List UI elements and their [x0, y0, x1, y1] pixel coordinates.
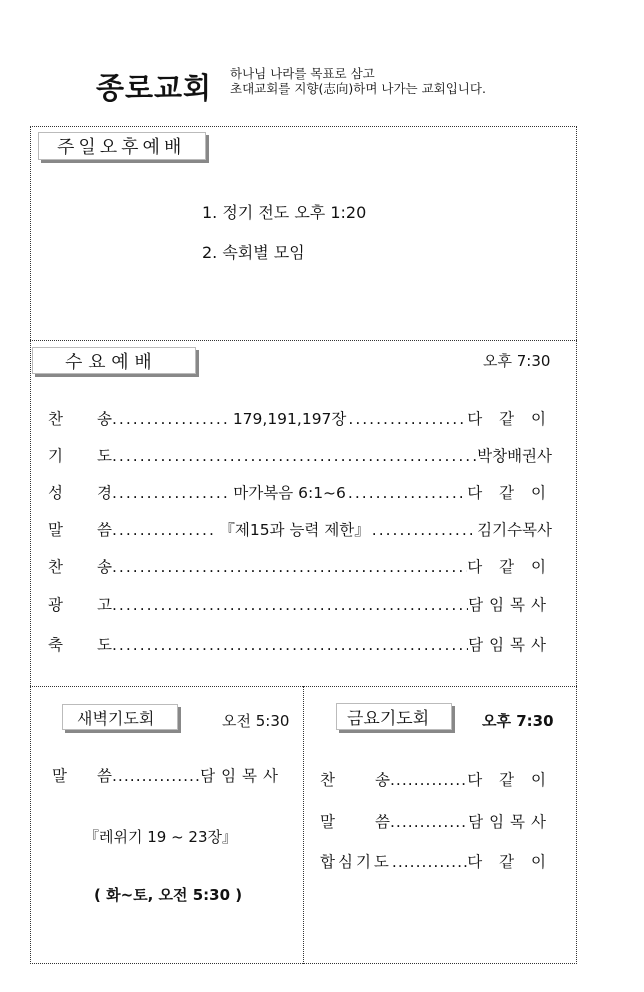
order-item-label [48, 593, 112, 615]
order-item-leader: 다 같 이 [467, 410, 552, 428]
order-item-detail: 『제15과 능력 제한』 [219, 521, 370, 539]
friday-title: 금요기도회 [336, 703, 452, 730]
order-item-detail: 179,191,197장 [232, 410, 347, 428]
friday-order-row [320, 850, 552, 872]
dawn-order-row [52, 764, 284, 786]
divider-sunday-wednesday [30, 340, 577, 341]
leader-dots [392, 853, 467, 871]
motto-line-2: 초대교회를 지향(志向)하며 나가는 교회입니다. [230, 81, 486, 96]
wednesday-order-row [48, 518, 552, 540]
order-item-label-char: 씀 [97, 521, 112, 539]
leader-dots [112, 410, 231, 428]
leader-dots [390, 813, 468, 831]
order-item-label-char: 경 [97, 484, 112, 502]
leader-dots [112, 484, 231, 502]
order-item-leader: 다 같 이 [467, 484, 552, 502]
church-motto [230, 66, 486, 96]
friday-time: 오후 7:30 [482, 712, 554, 730]
dawn-schedule: ( 화~토, 오전 5:30 ) [94, 886, 243, 904]
wednesday-order-row [48, 444, 552, 466]
order-item-label [48, 555, 112, 577]
order-item-label [48, 481, 112, 503]
order-item-label [48, 633, 112, 655]
friday-item-label-part: 씀 [375, 813, 390, 831]
friday-item-leader: 다 같 이 [467, 771, 552, 789]
order-item-label [48, 407, 112, 429]
order-item-label-char: 송 [97, 558, 112, 576]
order-item-label-char: 말 [48, 521, 63, 539]
order-item-label-char: 도 [97, 636, 112, 654]
order-item-label [48, 518, 112, 540]
order-item-label-char: 광 [48, 596, 63, 614]
wednesday-order-row [48, 555, 552, 577]
order-item-detail: 마가복음 6:1~6 [233, 484, 346, 502]
friday-item-label [320, 768, 390, 790]
wednesday-time: 오후 7:30 [483, 352, 551, 370]
church-logo: 종로교회 [96, 71, 213, 105]
dawn-row-end: 담임목사 [200, 767, 284, 785]
sunday-pm-item-1: 1. 정기 전도 오후 1:20 [202, 203, 367, 222]
leader-dots [112, 447, 477, 465]
order-item-leader: 김기수목사 [477, 521, 553, 539]
friday-item-label-part: 찬 [320, 771, 335, 789]
order-item-label-char: 기 [48, 447, 63, 465]
friday-item-label [320, 850, 392, 872]
dawn-time: 오전 5:30 [222, 712, 290, 730]
sunday-pm-title: 주일오후예배 [38, 132, 206, 160]
dawn-label-1: 말 [52, 767, 67, 785]
leader-dots [390, 771, 467, 789]
friday-item-leader: 다 같 이 [467, 853, 552, 871]
leader-dots [112, 558, 467, 576]
sunday-pm-item-2: 2. 속회별 모임 [202, 243, 305, 262]
wednesday-order-row [48, 407, 552, 429]
wednesday-order-row [48, 633, 552, 655]
leader-dots [112, 521, 217, 539]
friday-item-label-part: 말 [320, 813, 335, 831]
dawn-title: 새벽기도회 [62, 704, 178, 730]
order-item-label-char: 찬 [48, 410, 63, 428]
order-item-label-char: 축 [48, 636, 63, 654]
wednesday-order-row [48, 593, 552, 615]
leader-dots [112, 596, 468, 614]
friday-item-label-part: 합심기도 [320, 853, 392, 871]
dawn-leader-dots [112, 767, 200, 785]
wednesday-title: 수 요 예 배 [32, 347, 196, 374]
motto-line-1: 하나님 나라를 목표로 삼고 [230, 66, 375, 81]
dawn-label-2: 씀 [97, 767, 112, 785]
order-item-leader: 다 같 이 [467, 558, 552, 576]
leader-dots [372, 521, 477, 539]
leader-dots [348, 410, 467, 428]
leader-dots [348, 484, 467, 502]
friday-item-leader: 담임목사 [468, 813, 552, 831]
friday-item-label-part: 송 [375, 771, 390, 789]
friday-order-row [320, 810, 552, 832]
wednesday-order-row [48, 481, 552, 503]
leader-dots [112, 636, 468, 654]
order-item-label-char: 찬 [48, 558, 63, 576]
order-item-label [48, 444, 112, 466]
order-item-leader: 담임목사 [468, 636, 552, 654]
order-item-label-char: 성 [48, 484, 63, 502]
order-item-label-char: 고 [97, 596, 112, 614]
order-item-leader: 담임목사 [468, 596, 552, 614]
dawn-scripture: 『레위기 19 ~ 23장』 [84, 828, 238, 846]
divider-dawn-friday [303, 686, 304, 964]
friday-item-label [320, 810, 390, 832]
order-item-label-char: 송 [97, 410, 112, 428]
friday-order-row [320, 768, 552, 790]
order-item-label-char: 도 [97, 447, 112, 465]
order-item-leader: 박창배권사 [477, 447, 552, 465]
